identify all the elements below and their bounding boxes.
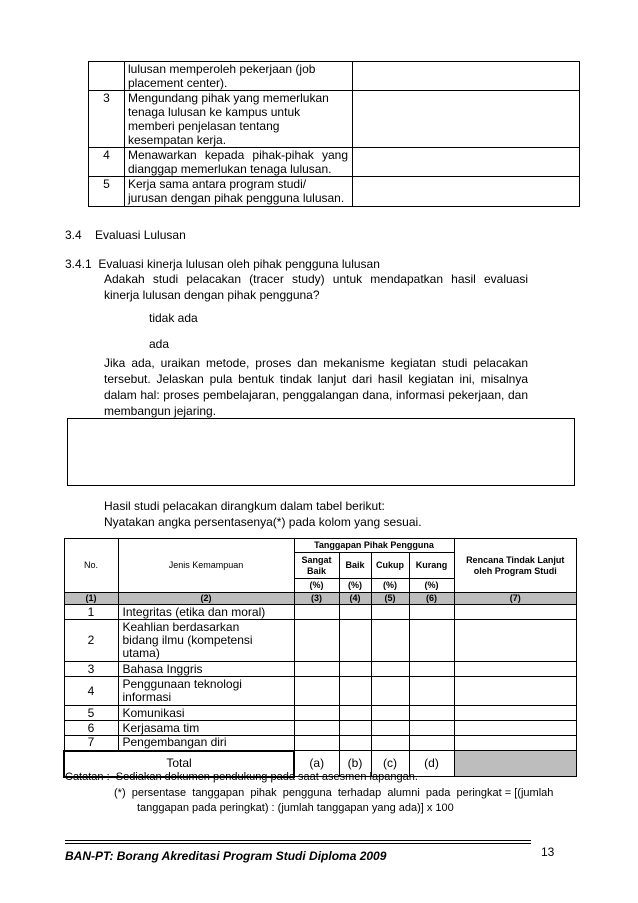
col-number: (5) — [371, 593, 409, 605]
col-number: (7) — [454, 593, 577, 605]
col-number: (4) — [339, 593, 371, 605]
header-pct: (%) — [371, 579, 409, 593]
col-number: (6) — [409, 593, 454, 605]
header-tanggapan: Tanggapan Pihak Pengguna — [294, 539, 454, 553]
table-row — [89, 177, 580, 207]
row-label: Integritas (etika dan moral) — [118, 605, 294, 620]
total-c: (c) — [371, 751, 409, 777]
header-pct: (%) — [409, 579, 454, 593]
table-row — [64, 662, 577, 677]
column-number-row — [64, 593, 577, 605]
option-ada: ada — [149, 337, 170, 351]
footer-title: BAN-PT: Borang Akreditasi Program Studi Diploma 2009 — [65, 849, 387, 863]
table-row — [64, 706, 577, 721]
question-text: Adakah studi pelacakan (tracer study) untuk mendapatkan hasil evaluasi kinerja lulusan dengan pihak pengguna? — [104, 272, 528, 302]
table-row — [89, 91, 580, 148]
row-number: 5 — [89, 177, 125, 207]
page-number: 13 — [541, 845, 555, 859]
row-number: 6 — [64, 721, 118, 736]
row-number: 4 — [64, 677, 118, 706]
header-sangat-baik: Sangat Baik — [294, 553, 339, 579]
row-text: Menawarkan kepada pihak-pihak yang dianggap memerlukan tenaga lulusan. — [125, 148, 353, 177]
summary-line-2: Nyatakan angka persentasenya(*) pada kolom yang sesuai. — [104, 515, 422, 529]
row-number: 5 — [64, 706, 118, 721]
row-label: Keahlian berdasarkan bidang ilmu (kompetensi utama) — [118, 620, 294, 662]
row-number: 3 — [64, 662, 118, 677]
row-number: 3 — [89, 91, 125, 148]
summary-line-1: Hasil studi pelacakan dirangkum dalam tabel berikut: — [104, 499, 385, 513]
header-jenis: Jenis Kemampuan — [118, 539, 294, 593]
row-text: Kerja sama antara program studi/ jurusan dengan pihak pengguna lulusan. — [125, 177, 353, 207]
note-line-2: (*) persentase tanggapan pihak pengguna terhadap alumni pada peringkat = [(jumlah — [114, 787, 554, 799]
footer-rule — [65, 840, 531, 841]
table-row — [64, 736, 577, 751]
row-label: Penggunaan teknologi informasi — [118, 677, 294, 706]
note-line-3: tanggapan pada peringkat) : (jumlah tanggapan yang ada)] x 100 — [137, 802, 454, 814]
row-label: Bahasa Inggris — [118, 662, 294, 677]
header-pct: (%) — [294, 579, 339, 593]
footer-rule-2 — [65, 843, 531, 844]
evaluation-table — [63, 538, 577, 778]
col-number: (2) — [118, 593, 294, 605]
table-row — [64, 721, 577, 736]
table-row — [64, 620, 577, 662]
row-number — [89, 62, 125, 91]
total-b: (b) — [339, 751, 371, 777]
instruction-text: Jika ada, uraikan metode, proses dan mekanisme kegiatan studi pelacakan tersebut. Jelaskan pula bentuk tindak lanjut dari hasil kegiatan ini, misalnya dalam hal: proses pembelajaran, penggalangan dana, informasi pekerjaan, dan membangun jejaring. — [104, 356, 528, 418]
row-number: 4 — [89, 148, 125, 177]
col-number: (3) — [294, 593, 339, 605]
row-label: Kerjasama tim — [118, 721, 294, 736]
row-label: Pengembangan diri — [118, 736, 294, 751]
row-number: 2 — [64, 620, 118, 662]
total-d: (d) — [409, 751, 454, 777]
row-text: Mengundang pihak yang memerlukan tenaga lulusan ke kampus untuk memberi penjelasan tentang kesempatan kerja. — [125, 91, 353, 148]
header-rencana: Rencana Tindak Lanjut oleh Program Studi — [454, 539, 577, 593]
total-label: Total — [64, 751, 294, 777]
header-cukup: Cukup — [371, 553, 409, 579]
header-baik: Baik — [339, 553, 371, 579]
row-label: Komunikasi — [118, 706, 294, 721]
total-shaded-cell — [454, 751, 577, 777]
header-pct: (%) — [339, 579, 371, 593]
row-number: 1 — [64, 605, 118, 620]
option-tidak-ada: tidak ada — [149, 311, 198, 325]
header-no: No. — [64, 539, 118, 593]
sub-heading: 3.4.1 Evaluasi kinerja lulusan oleh pihak pengguna lulusan — [65, 257, 380, 271]
note-line-1: Catatan : Sediakan dokumen pendukung pada saat asesmen lapangan. — [65, 771, 418, 783]
row-text: lulusan memperoleh pekerjaan (job placement center). — [125, 62, 353, 91]
top-table — [88, 61, 580, 207]
answer-box[interactable] — [67, 418, 575, 486]
total-a: (a) — [294, 751, 339, 777]
header-kurang: Kurang — [409, 553, 454, 579]
table-row — [64, 605, 577, 620]
table-row — [64, 677, 577, 706]
col-number: (1) — [64, 593, 118, 605]
table-row — [89, 148, 580, 177]
section-heading: 3.4 Evaluasi Lulusan — [65, 228, 186, 242]
table-row — [89, 62, 580, 91]
row-number: 7 — [64, 736, 118, 751]
